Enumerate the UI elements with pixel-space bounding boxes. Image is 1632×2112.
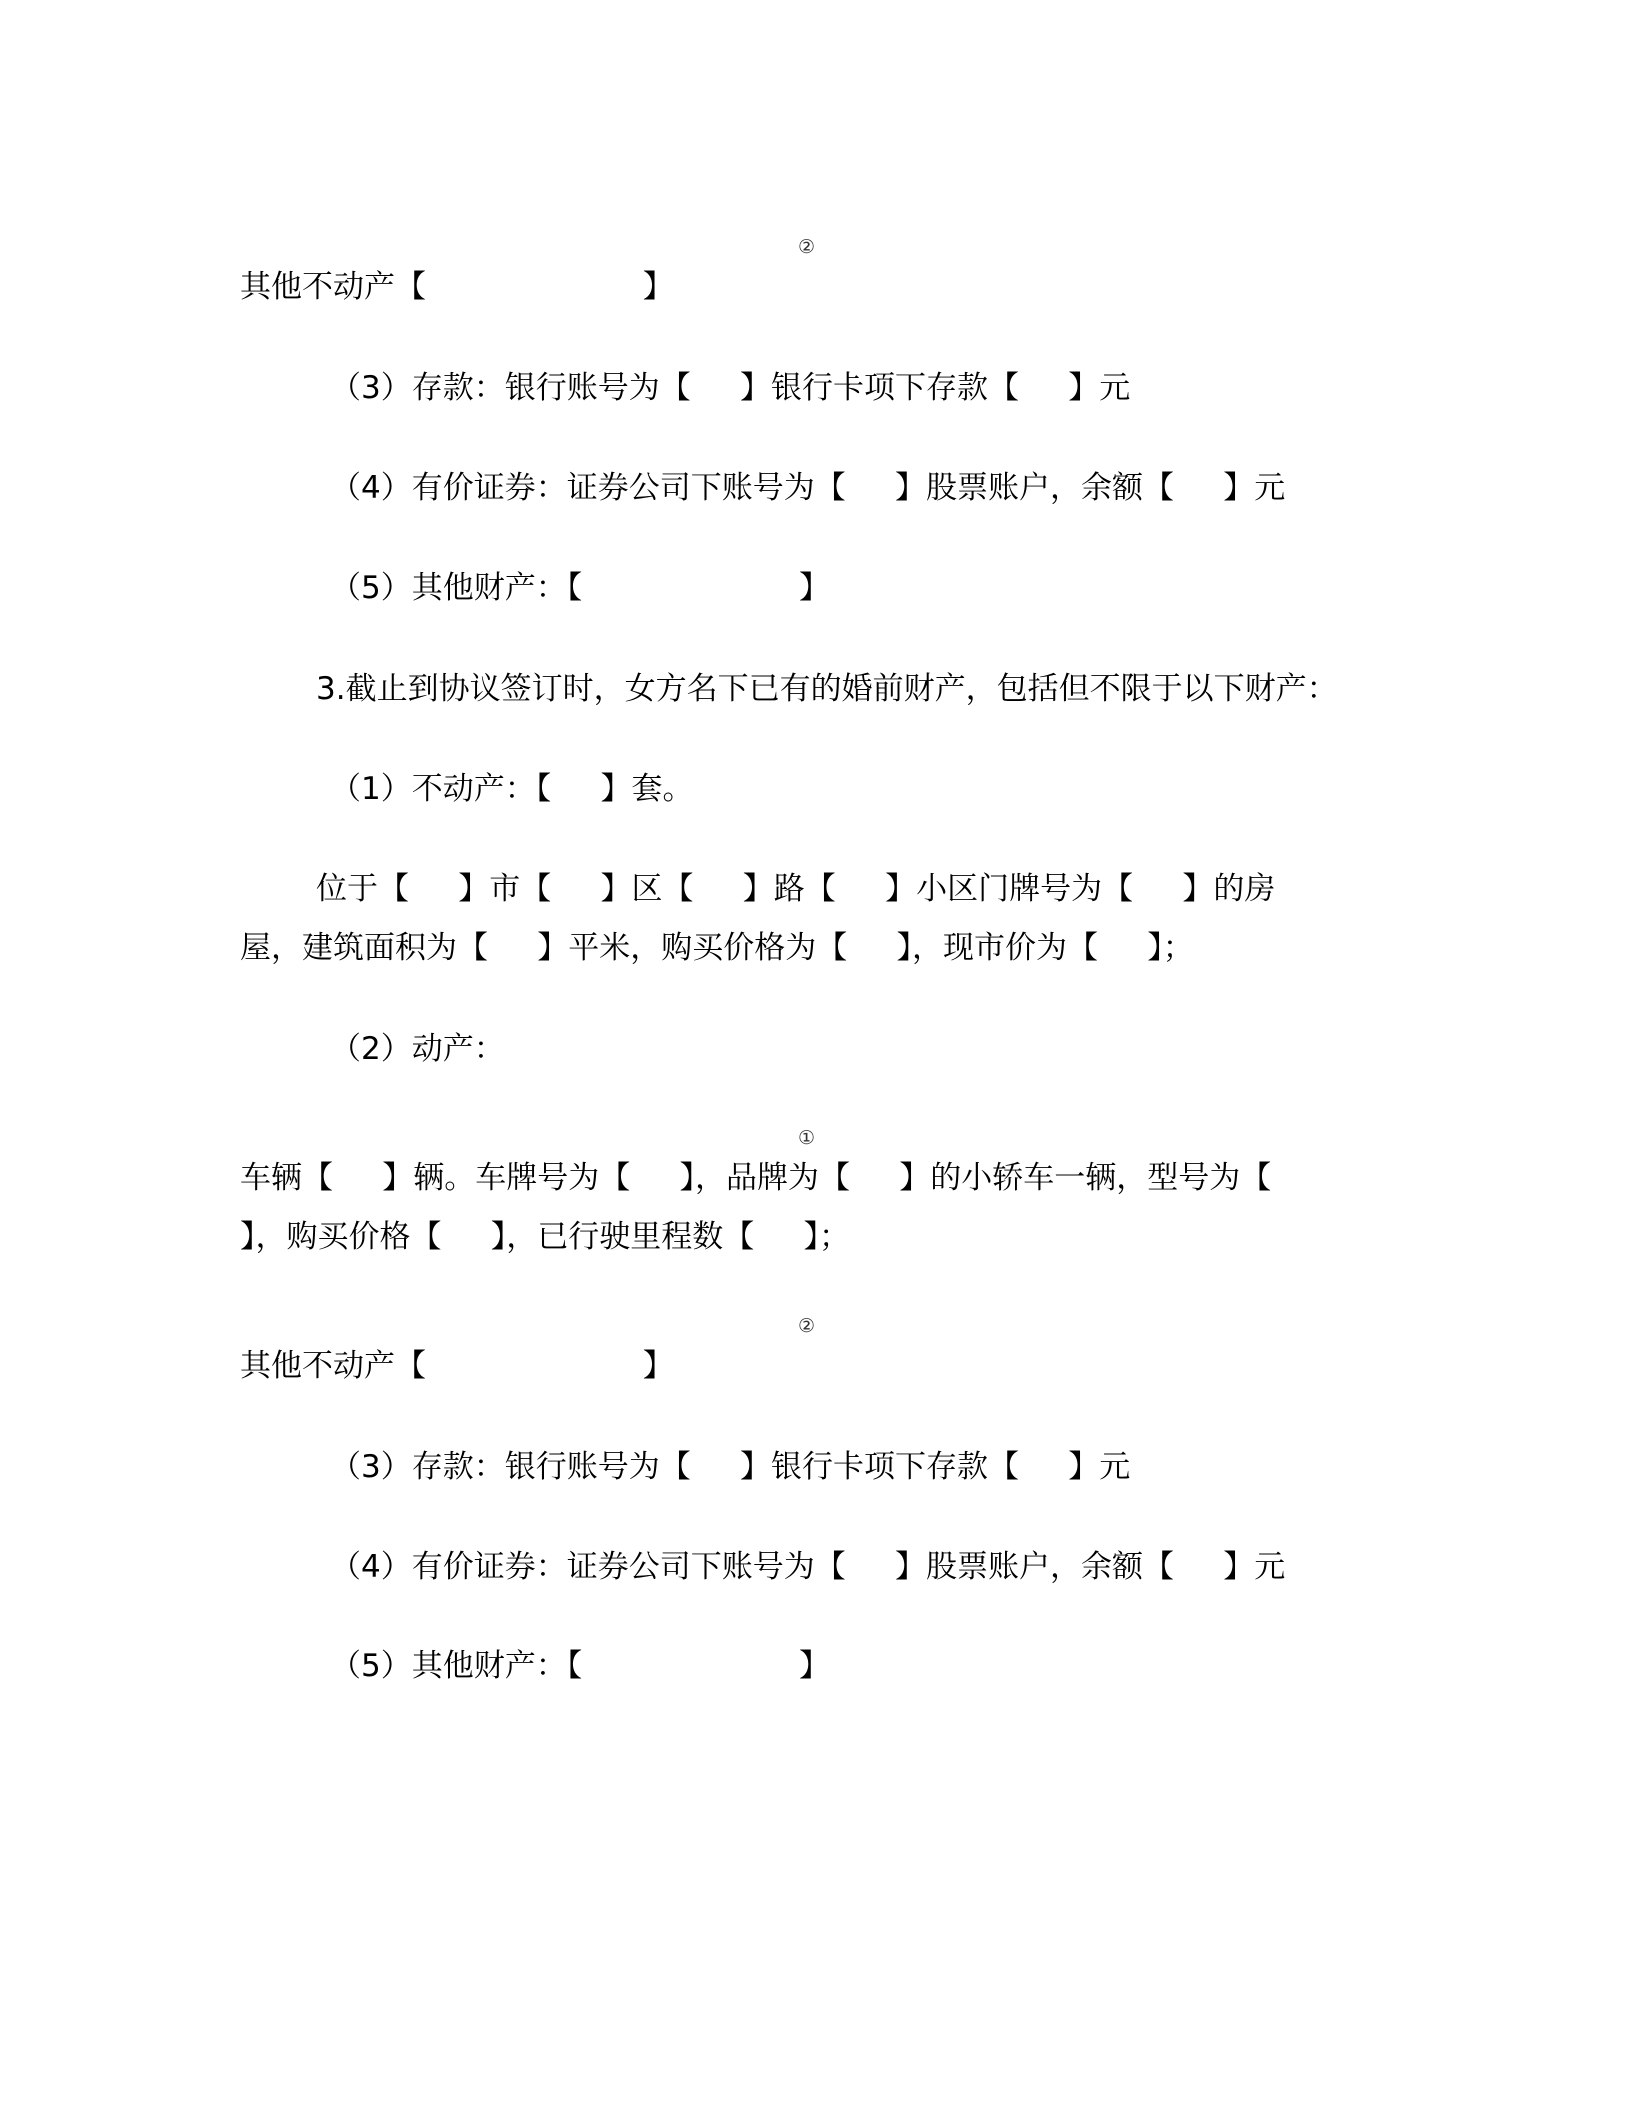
other-realty-line: 其他不动产【 】 (240, 1348, 674, 1384)
house-details-line: 屋，建筑面积为【 】平米，购买价格为【 】，现市价为【 】； (240, 930, 1194, 966)
other-property-line: （5）其他财产：【 】 (330, 1648, 831, 1684)
other-realty-line: 其他不动产【 】 (240, 269, 674, 305)
house-address-line: 位于【 】市【 】区【 】路【 】小区门牌号为【 】的房 (316, 871, 1276, 907)
movable-property-line: （2）动产： (330, 1031, 505, 1067)
realty-count-line: （1）不动产：【 】套。 (330, 771, 694, 807)
footnote-marker-1: ① (798, 1127, 816, 1149)
deposit-line: （3）存款：银行账号为【 】银行卡项下存款【 】元 (330, 370, 1131, 406)
footnote-marker-2: ② (798, 1315, 816, 1337)
footnote-marker-2: ② (798, 236, 816, 258)
vehicle-details-line: 】，购买价格【 】，已行驶里程数【 】； (240, 1219, 851, 1255)
clause-3-heading: 3.截止到协议签订时，女方名下已有的婚前财产，包括但不限于以下财产： (316, 671, 1338, 707)
securities-line: （4）有价证券：证券公司下账号为【 】股票账户，余额【 】元 (330, 1549, 1286, 1585)
vehicle-line: 车辆【 】辆。车牌号为【 】，品牌为【 】的小轿车一辆，型号为【 (240, 1160, 1272, 1196)
securities-line: （4）有价证券：证券公司下账号为【 】股票账户，余额【 】元 (330, 470, 1286, 506)
deposit-line: （3）存款：银行账号为【 】银行卡项下存款【 】元 (330, 1449, 1131, 1485)
other-property-line: （5）其他财产：【 】 (330, 570, 831, 606)
